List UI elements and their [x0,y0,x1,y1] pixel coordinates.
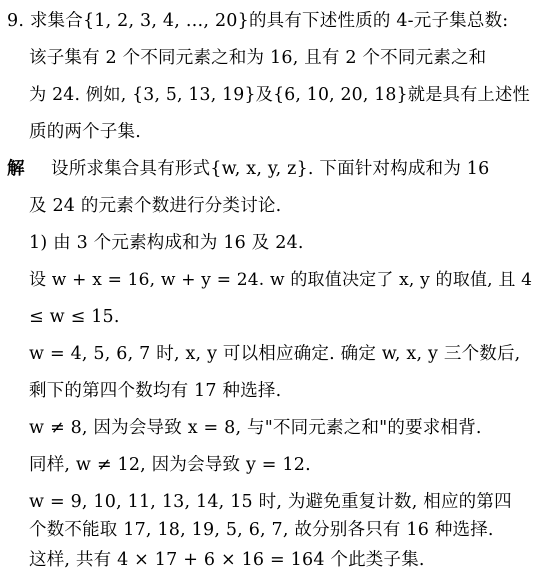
solution-line-12: 这样, 共有 4 × 17 + 6 × 16 = 164 个此类子集. [29,550,425,570]
solution-line-3: 1) 由 3 个元素构成和为 16 及 24. [29,233,304,253]
problem-line-2: 该子集有 2 个不同元素之和为 16, 且有 2 个不同元素之和 [29,48,487,68]
solution-line-5: ≤ w ≤ 15. [29,307,120,327]
solution-line-1: 设所求集合具有形式{w, x, y, z}. 下面针对构成和为 16 [51,159,490,179]
solution-line-10: w = 9, 10, 11, 13, 14, 15 时, 为避免重复计数, 相应的第四 [29,492,512,512]
solution-label: 解 [7,159,25,179]
solution-line-2: 及 24 的元素个数进行分类讨论. [29,196,282,216]
solution-line-9: 同样, w ≠ 12, 因为会导致 y = 12. [29,455,311,475]
problem-line-4: 质的两个子集. [29,122,141,142]
problem-line-3: 为 24. 例如, {3, 5, 13, 19}及{6, 10, 20, 18}就是具有上述性 [29,85,530,105]
solution-line-6: w = 4, 5, 6, 7 时, x, y 可以相应确定. 确定 w, x, y 三个数后, [29,344,521,364]
solution-line-11: 个数不能取 17, 18, 19, 5, 6, 7, 故分别各只有 16 种选择. [29,520,494,540]
problem-line-1: 9. 求集合{1, 2, 3, 4, …, 20}的具有下述性质的 4-元子集总数: [7,11,509,31]
solution-line-4: 设 w + x = 16, w + y = 24. w 的取值决定了 x, y 的取值, 且 4 [29,270,533,290]
solution-line-7: 剩下的第四个数均有 17 种选择. [29,381,282,401]
solution-line-8: w ≠ 8, 因为会导致 x = 8, 与"不同元素之和"的要求相背. [29,418,482,438]
